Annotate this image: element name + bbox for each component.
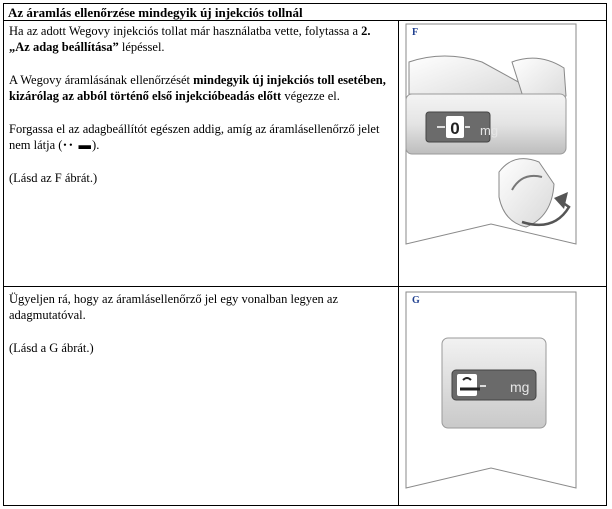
- row-divider: [4, 286, 606, 287]
- row1-text: [9, 23, 394, 203]
- figure-g-label: G: [412, 295, 420, 306]
- figure-g-illustration: [404, 290, 579, 502]
- row2-paragraph-2: (Lásd a G ábrát.): [9, 341, 94, 355]
- row1-paragraph-1: Ha az adott Wegovy injekciós tollat már használatba vette, folytassa a 2. „Az adag beállítása” lépéssel.: [9, 24, 371, 54]
- row1-paragraph-4: (Lásd az F ábrát.): [9, 171, 98, 185]
- figure-f-illustration: [404, 22, 579, 258]
- row1-paragraph-3: Forgassa el az adagbeállítót egészen addig, amíg az áramlásellenőrző jelet nem látja (⋅⋅ ▬).: [9, 122, 380, 152]
- figure-f-label: F: [412, 27, 419, 38]
- flow-check-symbol-icon: ⋅⋅ ▬: [62, 138, 93, 152]
- row2-paragraph-1: Ügyeljen rá, hogy az áramlásellenőrző jel egy vonalban legyen az adagmutatóval.: [9, 292, 339, 322]
- figure-f-mg-label: mg: [480, 123, 499, 138]
- figure-f: [404, 22, 579, 258]
- column-divider: [398, 21, 399, 506]
- figure-f-dose-zero: 0: [450, 119, 460, 138]
- figure-g-mg-label: mg: [510, 379, 530, 395]
- table-header: Az áramlás ellenőrzése mindegyik új injekciós tollnál: [4, 4, 606, 21]
- figure-g: [404, 290, 579, 502]
- row1-paragraph-2: A Wegovy áramlásának ellenőrzését mindegyik új injekciós toll esetében, kizárólag az abból történő első injekcióbeadás előtt végezze el.: [9, 73, 386, 103]
- row2-text: [9, 291, 394, 373]
